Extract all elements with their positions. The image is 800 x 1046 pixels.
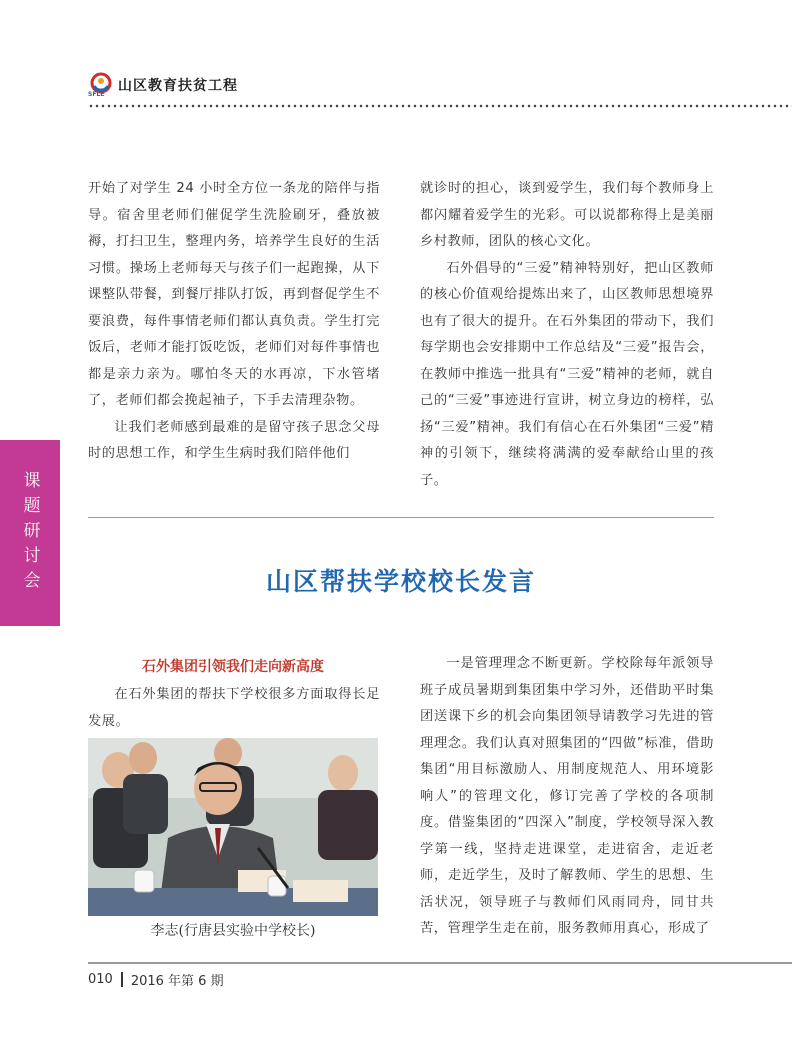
photo-caption: 李志(行唐县实验中学校长) (150, 923, 316, 939)
top-right-column (420, 176, 714, 494)
page-footer (88, 970, 224, 989)
section-title: 山区帮扶学校校长发言 (265, 567, 536, 596)
issue-label: 2016 年第 6 期 (130, 974, 224, 989)
header-dotted-divider (88, 104, 792, 108)
logo-text: SFLE (88, 91, 105, 98)
footer-divider (88, 962, 792, 964)
sfle-logo (88, 72, 114, 98)
paragraph: 就诊时的担心，谈到爱学生，我们每个教师身上都闪耀着爱学生的光彩。可以说都称得上是美丽乡村教师，团队的核心文化。 (420, 181, 714, 249)
section-side-tab (0, 440, 60, 626)
article-right-column: 一是管理理念不断更新。学校除每年派领导班子成员暑期到集团集中学习外，还借助平时集团送课下乡的机会向集团领导请教学习先进的管理理念。我们认真对照集团的“四做”标准，借助集团“用目标激励人、用制度规范人、用环境影响人”的管理文化，修订完善了学校的各项制度。借鉴集团的“四深入”制度，学校领导深入教学第一线，坚持走进课堂，走进宿舍，走近老师，走近学生，及时了解教师、学生的思想、生活状况，领导班子与教师们风雨同舟，同甘共苦，管理学生走在前，服务教师用真心，形成了 (420, 656, 714, 936)
header-title: 山区教育扶贫工程 (118, 78, 238, 94)
side-tab-label: 课题研讨会 (19, 470, 40, 596)
paragraph: 开始了对学生 24 小时全方位一条龙的陪伴与指导。宿舍里老师们催促学生洗脸刷牙，叠放被褥，打扫卫生，整理内务，培养学生良好的生活习惯。操场上老师每天与孩子们一起跑操，从下课整队带餐，到餐厅排队打饭，再到督促学生不要浪费，每件事情老师们都认真负责。学生打完饭后，老师才能打饭吃饭，老师们对每件事情也都是亲力亲为。哪怕冬天的水再凉，下水管堵了，老师们都会挽起袖子，下手去清理杂物。 (88, 181, 380, 408)
top-left-column (88, 176, 380, 468)
footer-separator (121, 972, 123, 987)
paragraph: 石外倡导的“三爱”精神特别好，把山区教师的核心价值观给提炼出来了，山区教师思想境界也有了很大的提升。在石外集团的带动下，我们每学期也会安排期中工作总结及“三爱”报告会，在教师中推选一批具有“三爱”精神的老师，就自己的“三爱”事迹进行宣讲，树立身边的榜样，弘扬“三爱”精神。我们有信心在石外集团“三爱”精神的引领下，继续将满满的爱奉献给山里的孩子。 (420, 260, 714, 488)
article-photo (88, 738, 378, 916)
page-header (88, 70, 238, 100)
section-divider (88, 517, 714, 518)
article-title: 石外集团引领我们走向新高度 (142, 659, 324, 675)
page-number: 010 (88, 972, 113, 987)
article-intro: 在石外集团的帮扶下学校很多方面取得长足发展。 (88, 687, 380, 729)
paragraph: 让我们老师感到最难的是留守孩子思念父母时的思想工作，和学生生病时我们陪伴他们 (88, 419, 380, 461)
